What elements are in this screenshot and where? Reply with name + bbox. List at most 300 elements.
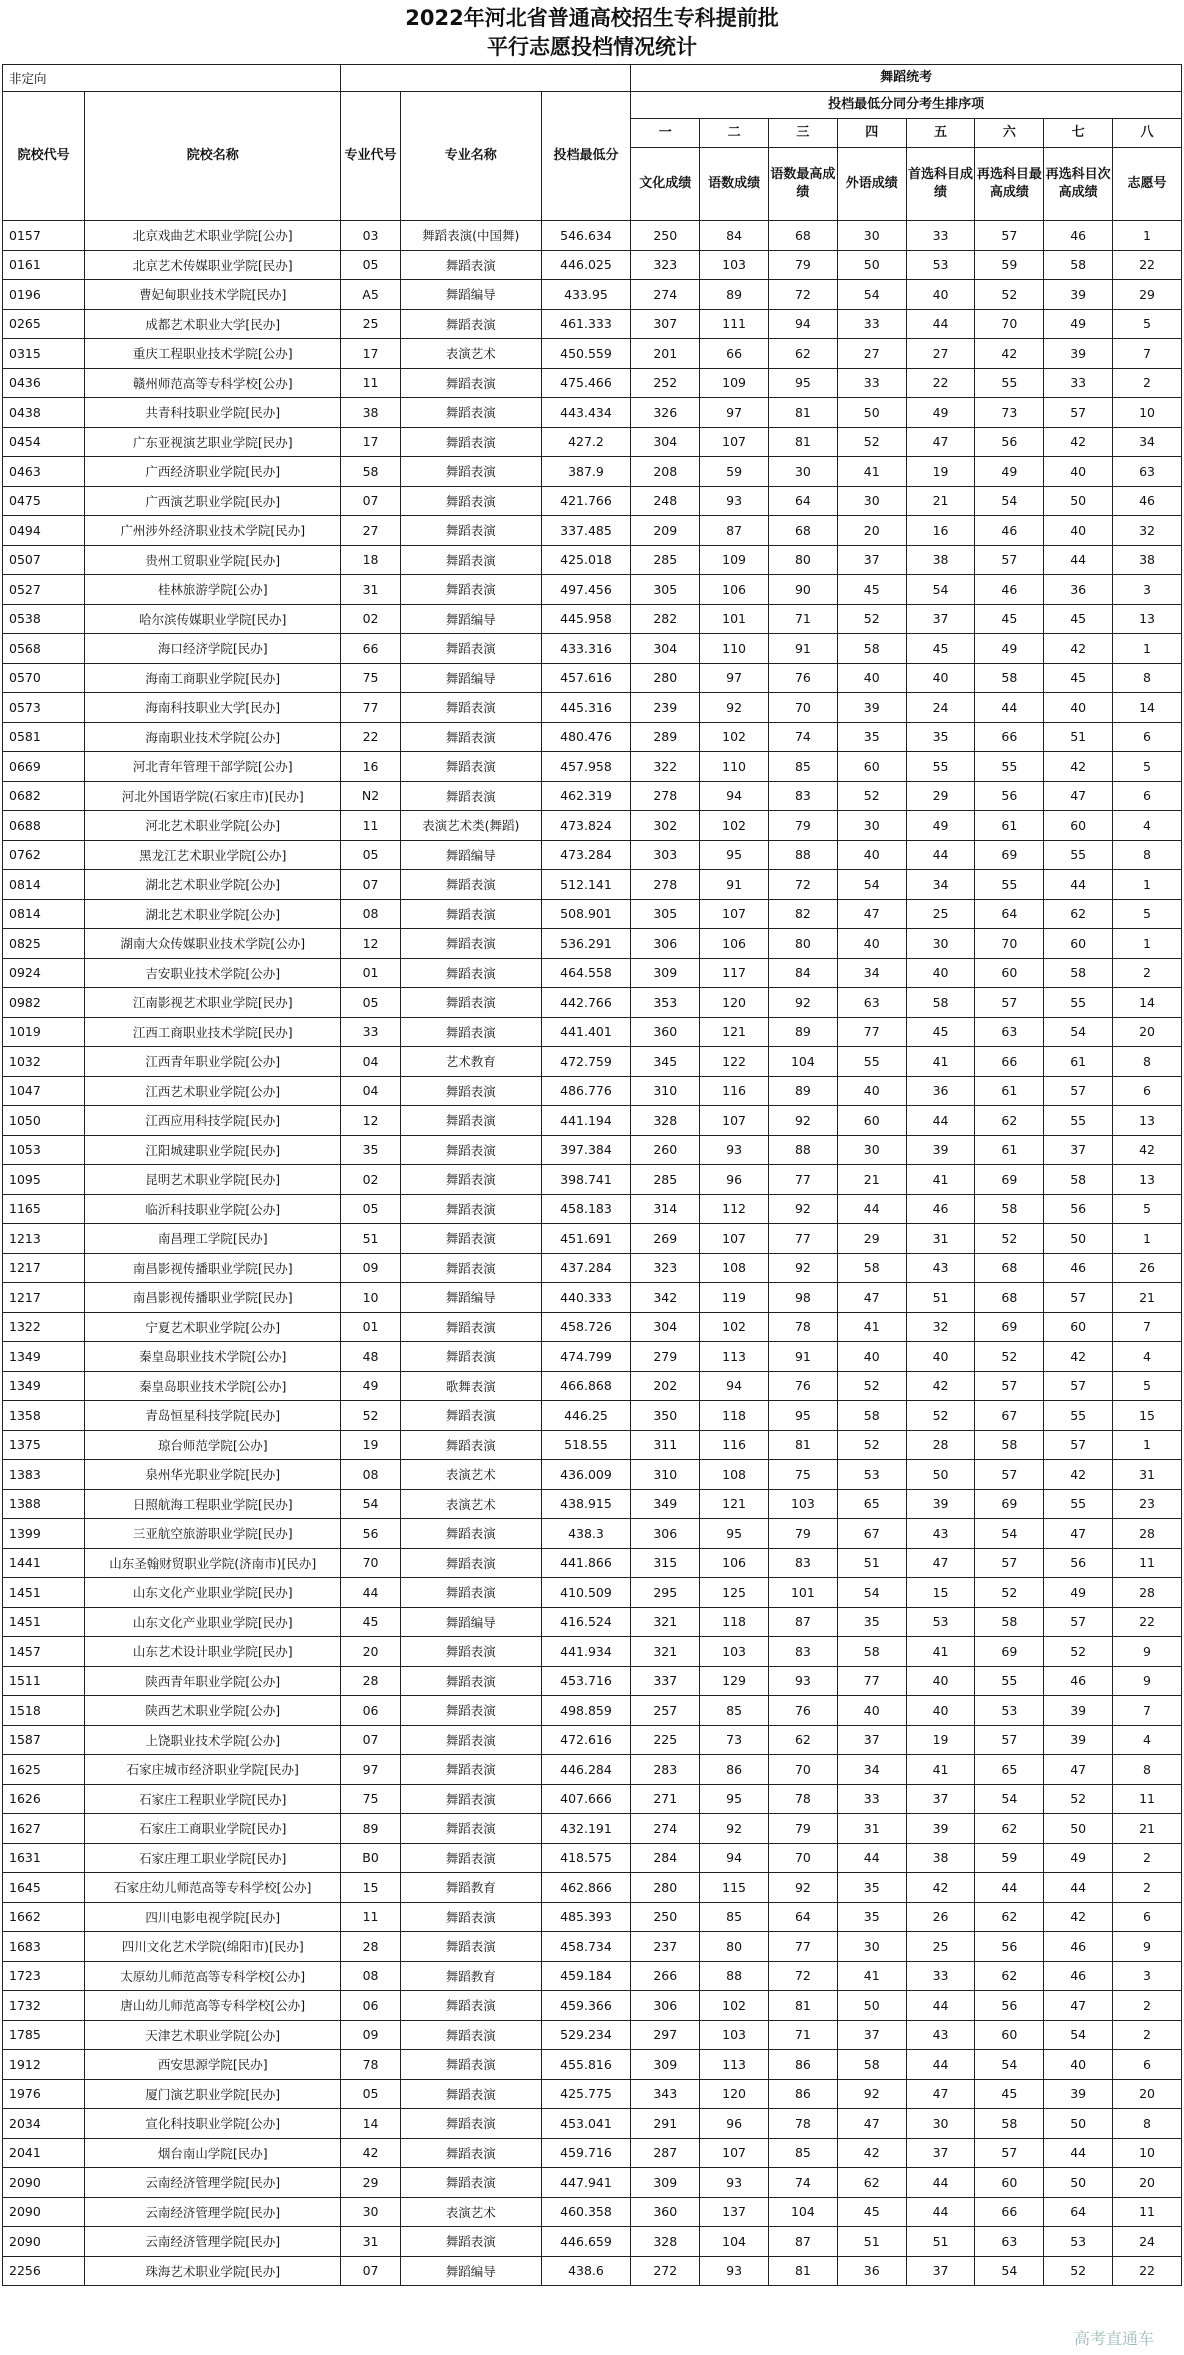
cell-school-name: 唐山幼儿师范高等专科学校[公办] — [85, 1991, 341, 2021]
cell-chinese-math-max: 86 — [769, 2079, 838, 2109]
cell-major-name: 舞蹈教育 — [400, 1961, 541, 1991]
cell-chinese-math-score: 101 — [700, 604, 769, 634]
cell-culture-score: 305 — [631, 899, 700, 929]
cell-second-subject-max: 60 — [975, 2020, 1044, 2050]
cell-chinese-math-max: 90 — [769, 575, 838, 605]
cell-major-name: 舞蹈表演 — [400, 1401, 541, 1431]
cell-school-code: 1053 — [3, 1135, 85, 1165]
cell-preference-no: 1 — [1113, 1430, 1182, 1460]
cell-major-name: 表演艺术类(舞蹈) — [400, 811, 541, 841]
cell-preference-no: 5 — [1113, 309, 1182, 339]
cell-chinese-math-max: 62 — [769, 1725, 838, 1755]
cell-first-subject-score: 30 — [906, 929, 975, 959]
cell-preference-no: 1 — [1113, 634, 1182, 664]
cell-chinese-math-max: 88 — [769, 840, 838, 870]
cell-major-name: 舞蹈表演 — [400, 1902, 541, 1932]
cell-preference-no: 5 — [1113, 1194, 1182, 1224]
rank-index-header: 一 — [631, 119, 700, 148]
cell-school-name: 三亚航空旅游职业学院[民办] — [85, 1519, 341, 1549]
cell-major-code: 30 — [341, 2197, 401, 2227]
cell-major-code: 07 — [341, 870, 401, 900]
table-row — [3, 2197, 1182, 2227]
cell-chinese-math-max: 76 — [769, 663, 838, 693]
cell-foreign-lang-score: 67 — [837, 1519, 906, 1549]
cell-second-subject-next: 60 — [1044, 929, 1113, 959]
cell-second-subject-max: 68 — [975, 1283, 1044, 1313]
cell-chinese-math-score: 107 — [700, 1224, 769, 1254]
cell-chinese-math-max: 79 — [769, 1814, 838, 1844]
cell-school-code: 1165 — [3, 1194, 85, 1224]
cell-foreign-lang-score: 51 — [837, 1548, 906, 1578]
cell-second-subject-next: 50 — [1044, 1224, 1113, 1254]
cell-second-subject-max: 49 — [975, 457, 1044, 487]
cell-major-code: 51 — [341, 1224, 401, 1254]
cell-school-code: 1322 — [3, 1312, 85, 1342]
cell-chinese-math-score: 97 — [700, 663, 769, 693]
cell-school-code: 1388 — [3, 1489, 85, 1519]
cell-major-name: 舞蹈表演 — [400, 2079, 541, 2109]
table-row — [3, 722, 1182, 752]
table-row — [3, 663, 1182, 693]
cell-second-subject-max: 61 — [975, 1076, 1044, 1106]
cell-foreign-lang-score: 34 — [837, 958, 906, 988]
cell-major-code: 22 — [341, 722, 401, 752]
cell-chinese-math-max: 85 — [769, 752, 838, 782]
cell-major-code: 10 — [341, 1283, 401, 1313]
cell-culture-score: 291 — [631, 2109, 700, 2139]
cell-major-name: 舞蹈表演 — [400, 1784, 541, 1814]
category-label: 舞蹈统考 — [631, 65, 1182, 92]
cell-first-subject-score: 47 — [906, 427, 975, 457]
cell-second-subject-next: 54 — [1044, 1017, 1113, 1047]
cell-culture-score: 342 — [631, 1283, 700, 1313]
table-row — [3, 2020, 1182, 2050]
cell-first-subject-score: 38 — [906, 1843, 975, 1873]
cell-second-subject-next: 55 — [1044, 840, 1113, 870]
cell-first-subject-score: 44 — [906, 1106, 975, 1136]
cell-culture-score: 202 — [631, 1371, 700, 1401]
cell-major-name: 舞蹈表演 — [400, 575, 541, 605]
cell-chinese-math-max: 72 — [769, 870, 838, 900]
cell-school-code: 0315 — [3, 339, 85, 369]
cell-chinese-math-max: 70 — [769, 1755, 838, 1785]
cell-second-subject-max: 62 — [975, 1814, 1044, 1844]
cell-major-code: 31 — [341, 2227, 401, 2257]
cell-major-code: 58 — [341, 457, 401, 487]
cell-preference-no: 28 — [1113, 1578, 1182, 1608]
table-row — [3, 309, 1182, 339]
cell-foreign-lang-score: 63 — [837, 988, 906, 1018]
cell-preference-no: 8 — [1113, 2109, 1182, 2139]
cell-culture-score: 280 — [631, 1873, 700, 1903]
cell-school-code: 1662 — [3, 1902, 85, 1932]
cell-chinese-math-score: 95 — [700, 1519, 769, 1549]
cell-chinese-math-score: 73 — [700, 1725, 769, 1755]
cell-major-code: 29 — [341, 2168, 401, 2198]
cell-school-code: 0265 — [3, 309, 85, 339]
cell-chinese-math-score: 85 — [700, 1902, 769, 1932]
cell-chinese-math-score: 113 — [700, 2050, 769, 2080]
cell-culture-score: 302 — [631, 811, 700, 841]
cell-second-subject-max: 54 — [975, 2256, 1044, 2286]
cell-chinese-math-score: 91 — [700, 870, 769, 900]
table-row — [3, 929, 1182, 959]
cell-school-name: 秦皇岛职业技术学院[公办] — [85, 1342, 341, 1372]
col-school-name: 院校名称 — [85, 92, 341, 221]
cell-min-score: 475.466 — [541, 368, 631, 398]
table-row — [3, 1725, 1182, 1755]
cell-foreign-lang-score: 35 — [837, 1902, 906, 1932]
table-row — [3, 1135, 1182, 1165]
rank-item-header: 语数成绩 — [700, 148, 769, 221]
cell-major-name: 舞蹈表演 — [400, 2109, 541, 2139]
cell-foreign-lang-score: 50 — [837, 250, 906, 280]
cell-major-code: 06 — [341, 1991, 401, 2021]
cell-foreign-lang-score: 20 — [837, 516, 906, 546]
cell-chinese-math-score: 104 — [700, 2227, 769, 2257]
cell-first-subject-score: 44 — [906, 2050, 975, 2080]
cell-chinese-math-max: 68 — [769, 516, 838, 546]
cell-chinese-math-score: 120 — [700, 2079, 769, 2109]
table-row — [3, 988, 1182, 1018]
cell-min-score: 410.509 — [541, 1578, 631, 1608]
cell-chinese-math-max: 92 — [769, 1194, 838, 1224]
cell-min-score: 497.456 — [541, 575, 631, 605]
cell-major-name: 舞蹈表演 — [400, 899, 541, 929]
cell-preference-no: 20 — [1113, 2168, 1182, 2198]
cell-chinese-math-score: 85 — [700, 1696, 769, 1726]
cell-preference-no: 8 — [1113, 663, 1182, 693]
cell-school-name: 山东文化产业职业学院[民办] — [85, 1607, 341, 1637]
cell-chinese-math-score: 106 — [700, 575, 769, 605]
cell-min-score: 387.9 — [541, 457, 631, 487]
cell-preference-no: 6 — [1113, 781, 1182, 811]
cell-min-score: 459.366 — [541, 1991, 631, 2021]
cell-culture-score: 306 — [631, 1991, 700, 2021]
table-row — [3, 1755, 1182, 1785]
cell-min-score: 472.616 — [541, 1725, 631, 1755]
cell-major-code: 04 — [341, 1047, 401, 1077]
table-row — [3, 1666, 1182, 1696]
cell-min-score: 421.766 — [541, 486, 631, 516]
cell-major-name: 舞蹈表演 — [400, 486, 541, 516]
cell-school-name: 海口经济学院[民办] — [85, 634, 341, 664]
table-row — [3, 1843, 1182, 1873]
cell-school-code: 1451 — [3, 1578, 85, 1608]
cell-second-subject-max: 42 — [975, 339, 1044, 369]
col-major-name: 专业名称 — [400, 92, 541, 221]
rank-index-header: 七 — [1044, 119, 1113, 148]
cell-major-code: 44 — [341, 1578, 401, 1608]
cell-second-subject-max: 60 — [975, 2168, 1044, 2198]
cell-school-code: 1683 — [3, 1932, 85, 1962]
cell-school-name: 广西经济职业学院[民办] — [85, 457, 341, 487]
cell-foreign-lang-score: 36 — [837, 2256, 906, 2286]
cell-chinese-math-score: 112 — [700, 1194, 769, 1224]
cell-second-subject-max: 60 — [975, 958, 1044, 988]
cell-school-code: 1349 — [3, 1342, 85, 1372]
cell-culture-score: 274 — [631, 280, 700, 310]
cell-school-name: 石家庄工商职业学院[民办] — [85, 1814, 341, 1844]
table-row — [3, 516, 1182, 546]
cell-foreign-lang-score: 77 — [837, 1666, 906, 1696]
cell-foreign-lang-score: 37 — [837, 545, 906, 575]
cell-culture-score: 306 — [631, 1519, 700, 1549]
cell-min-score: 416.524 — [541, 1607, 631, 1637]
cell-chinese-math-max: 75 — [769, 1460, 838, 1490]
cell-preference-no: 10 — [1113, 2138, 1182, 2168]
cell-school-code: 0814 — [3, 899, 85, 929]
cell-major-code: 75 — [341, 1784, 401, 1814]
cell-foreign-lang-score: 37 — [837, 2020, 906, 2050]
cell-major-name: 舞蹈表演 — [400, 368, 541, 398]
cell-second-subject-next: 46 — [1044, 221, 1113, 251]
cell-major-name: 舞蹈表演 — [400, 693, 541, 723]
cell-preference-no: 14 — [1113, 988, 1182, 1018]
cell-foreign-lang-score: 54 — [837, 280, 906, 310]
cell-school-name: 临沂科技职业学院[公办] — [85, 1194, 341, 1224]
table-row — [3, 1401, 1182, 1431]
cell-second-subject-next: 42 — [1044, 1902, 1113, 1932]
cell-second-subject-max: 45 — [975, 2079, 1044, 2109]
table-row — [3, 221, 1182, 251]
cell-preference-no: 2 — [1113, 1873, 1182, 1903]
cell-foreign-lang-score: 60 — [837, 752, 906, 782]
cell-second-subject-next: 39 — [1044, 2079, 1113, 2109]
cell-preference-no: 11 — [1113, 2197, 1182, 2227]
cell-school-code: 1358 — [3, 1401, 85, 1431]
cell-chinese-math-max: 64 — [769, 1902, 838, 1932]
cell-school-name: 石家庄工程职业学院[民办] — [85, 1784, 341, 1814]
table-row — [3, 486, 1182, 516]
cell-major-code: 28 — [341, 1932, 401, 1962]
cell-major-name: 舞蹈表演 — [400, 545, 541, 575]
cell-school-name: 秦皇岛职业技术学院[公办] — [85, 1371, 341, 1401]
cell-second-subject-next: 39 — [1044, 1696, 1113, 1726]
cell-min-score: 453.716 — [541, 1666, 631, 1696]
cell-school-name: 青岛恒星科技学院[民办] — [85, 1401, 341, 1431]
cell-culture-score: 274 — [631, 1814, 700, 1844]
table-row — [3, 1696, 1182, 1726]
cell-major-code: 07 — [341, 1725, 401, 1755]
cell-major-name: 舞蹈表演 — [400, 929, 541, 959]
cell-min-score: 438.3 — [541, 1519, 631, 1549]
cell-min-score: 546.634 — [541, 221, 631, 251]
cell-second-subject-max: 52 — [975, 1224, 1044, 1254]
cell-major-code: 17 — [341, 339, 401, 369]
cell-first-subject-score: 26 — [906, 1902, 975, 1932]
cell-major-name: 舞蹈表演 — [400, 427, 541, 457]
cell-major-name: 舞蹈表演 — [400, 1312, 541, 1342]
table-row — [3, 1873, 1182, 1903]
cell-culture-score: 309 — [631, 958, 700, 988]
cell-preference-no: 5 — [1113, 899, 1182, 929]
cell-major-name: 舞蹈教育 — [400, 1873, 541, 1903]
cell-major-name: 舞蹈表演 — [400, 1932, 541, 1962]
cell-chinese-math-score: 93 — [700, 2256, 769, 2286]
cell-school-code: 0669 — [3, 752, 85, 782]
cell-first-subject-score: 39 — [906, 1135, 975, 1165]
cell-chinese-math-score: 97 — [700, 398, 769, 428]
cell-foreign-lang-score: 45 — [837, 2197, 906, 2227]
cell-second-subject-max: 65 — [975, 1755, 1044, 1785]
table-row — [3, 339, 1182, 369]
cell-major-name: 舞蹈表演 — [400, 752, 541, 782]
table-row — [3, 604, 1182, 634]
cell-school-name: 广州涉外经济职业技术学院[民办] — [85, 516, 341, 546]
cell-culture-score: 257 — [631, 1696, 700, 1726]
cell-second-subject-max: 66 — [975, 1047, 1044, 1077]
cell-chinese-math-max: 80 — [769, 545, 838, 575]
cell-school-code: 1626 — [3, 1784, 85, 1814]
cell-second-subject-max: 57 — [975, 545, 1044, 575]
cell-major-code: 75 — [341, 663, 401, 693]
cell-first-subject-score: 44 — [906, 840, 975, 870]
cell-min-score: 460.358 — [541, 2197, 631, 2227]
cell-chinese-math-max: 104 — [769, 1047, 838, 1077]
cell-school-name: 四川电影电视学院[民办] — [85, 1902, 341, 1932]
cell-foreign-lang-score: 30 — [837, 486, 906, 516]
cell-second-subject-next: 42 — [1044, 634, 1113, 664]
cell-first-subject-score: 41 — [906, 1637, 975, 1667]
table-row — [3, 693, 1182, 723]
cell-school-code: 0570 — [3, 663, 85, 693]
cell-chinese-math-score: 84 — [700, 221, 769, 251]
cell-min-score: 459.184 — [541, 1961, 631, 1991]
cell-preference-no: 26 — [1113, 1253, 1182, 1283]
cell-chinese-math-score: 121 — [700, 1489, 769, 1519]
cell-second-subject-max: 70 — [975, 929, 1044, 959]
cell-chinese-math-max: 74 — [769, 722, 838, 752]
rank-index-header: 五 — [906, 119, 975, 148]
cell-school-name: 广东亚视演艺职业学院[民办] — [85, 427, 341, 457]
cell-preference-no: 4 — [1113, 1342, 1182, 1372]
cell-preference-no: 15 — [1113, 1401, 1182, 1431]
cell-second-subject-next: 46 — [1044, 1666, 1113, 1696]
cell-second-subject-next: 42 — [1044, 1342, 1113, 1372]
cell-first-subject-score: 46 — [906, 1194, 975, 1224]
cell-chinese-math-score: 89 — [700, 280, 769, 310]
cell-chinese-math-max: 71 — [769, 2020, 838, 2050]
cell-school-code: 0157 — [3, 221, 85, 251]
cell-major-code: 03 — [341, 221, 401, 251]
cell-second-subject-max: 53 — [975, 1696, 1044, 1726]
cell-culture-score: 304 — [631, 634, 700, 664]
cell-second-subject-next: 37 — [1044, 1135, 1113, 1165]
cell-chinese-math-score: 95 — [700, 840, 769, 870]
cell-chinese-math-max: 79 — [769, 1519, 838, 1549]
cell-foreign-lang-score: 35 — [837, 722, 906, 752]
cell-min-score: 508.901 — [541, 899, 631, 929]
cell-chinese-math-score: 66 — [700, 339, 769, 369]
cell-second-subject-max: 57 — [975, 1460, 1044, 1490]
cell-culture-score: 266 — [631, 1961, 700, 1991]
cell-min-score: 462.319 — [541, 781, 631, 811]
cell-foreign-lang-score: 52 — [837, 1371, 906, 1401]
cell-first-subject-score: 44 — [906, 1991, 975, 2021]
cell-first-subject-score: 22 — [906, 368, 975, 398]
cell-major-name: 舞蹈表演 — [400, 2020, 541, 2050]
cell-first-subject-score: 27 — [906, 339, 975, 369]
cell-chinese-math-max: 77 — [769, 1932, 838, 1962]
cell-chinese-math-max: 89 — [769, 1017, 838, 1047]
table-row — [3, 1637, 1182, 1667]
cell-second-subject-next: 49 — [1044, 1578, 1113, 1608]
cell-culture-score: 343 — [631, 2079, 700, 2109]
cell-first-subject-score: 29 — [906, 781, 975, 811]
cell-foreign-lang-score: 39 — [837, 693, 906, 723]
cell-chinese-math-score: 102 — [700, 1312, 769, 1342]
cell-preference-no: 1 — [1113, 929, 1182, 959]
cell-second-subject-max: 44 — [975, 693, 1044, 723]
cell-major-name: 表演艺术 — [400, 2197, 541, 2227]
cell-major-code: 52 — [341, 1401, 401, 1431]
cell-chinese-math-max: 88 — [769, 1135, 838, 1165]
cell-second-subject-max: 56 — [975, 781, 1044, 811]
cell-chinese-math-max: 87 — [769, 1607, 838, 1637]
cell-min-score: 473.824 — [541, 811, 631, 841]
cell-chinese-math-max: 78 — [769, 1312, 838, 1342]
cell-foreign-lang-score: 58 — [837, 1401, 906, 1431]
cell-min-score: 464.558 — [541, 958, 631, 988]
cell-chinese-math-max: 76 — [769, 1371, 838, 1401]
cell-chinese-math-score: 107 — [700, 427, 769, 457]
cell-culture-score: 278 — [631, 781, 700, 811]
cell-school-code: 1399 — [3, 1519, 85, 1549]
cell-first-subject-score: 40 — [906, 280, 975, 310]
table-row — [3, 2256, 1182, 2286]
cell-preference-no: 7 — [1113, 1312, 1182, 1342]
cell-culture-score: 304 — [631, 427, 700, 457]
cell-foreign-lang-score: 31 — [837, 1814, 906, 1844]
cell-foreign-lang-score: 45 — [837, 575, 906, 605]
cell-second-subject-max: 69 — [975, 1489, 1044, 1519]
cell-second-subject-next: 40 — [1044, 2050, 1113, 2080]
cell-second-subject-next: 42 — [1044, 752, 1113, 782]
cell-first-subject-score: 40 — [906, 663, 975, 693]
cell-major-code: 33 — [341, 1017, 401, 1047]
cell-school-name: 日照航海工程职业学院[民办] — [85, 1489, 341, 1519]
cell-chinese-math-max: 103 — [769, 1489, 838, 1519]
cell-min-score: 459.716 — [541, 2138, 631, 2168]
cell-chinese-math-score: 96 — [700, 2109, 769, 2139]
cell-min-score: 458.183 — [541, 1194, 631, 1224]
cell-min-score: 427.2 — [541, 427, 631, 457]
table-row — [3, 1253, 1182, 1283]
cell-culture-score: 328 — [631, 2227, 700, 2257]
cell-preference-no: 14 — [1113, 693, 1182, 723]
cell-school-name: 桂林旅游学院[公办] — [85, 575, 341, 605]
cell-second-subject-max: 45 — [975, 604, 1044, 634]
cell-culture-score: 297 — [631, 2020, 700, 2050]
table-row — [3, 1047, 1182, 1077]
cell-chinese-math-score: 59 — [700, 457, 769, 487]
cell-major-code: 77 — [341, 693, 401, 723]
cell-major-code: 06 — [341, 1696, 401, 1726]
cell-major-code: 02 — [341, 604, 401, 634]
table-row — [3, 1814, 1182, 1844]
cell-min-score: 485.393 — [541, 1902, 631, 1932]
cell-min-score: 446.284 — [541, 1755, 631, 1785]
cell-school-code: 1213 — [3, 1224, 85, 1254]
cell-major-name: 舞蹈表演 — [400, 516, 541, 546]
cell-second-subject-next: 39 — [1044, 1725, 1113, 1755]
cell-school-code: 1457 — [3, 1637, 85, 1667]
cell-second-subject-max: 55 — [975, 368, 1044, 398]
cell-major-code: 66 — [341, 634, 401, 664]
cell-culture-score: 304 — [631, 1312, 700, 1342]
cell-school-code: 2034 — [3, 2109, 85, 2139]
